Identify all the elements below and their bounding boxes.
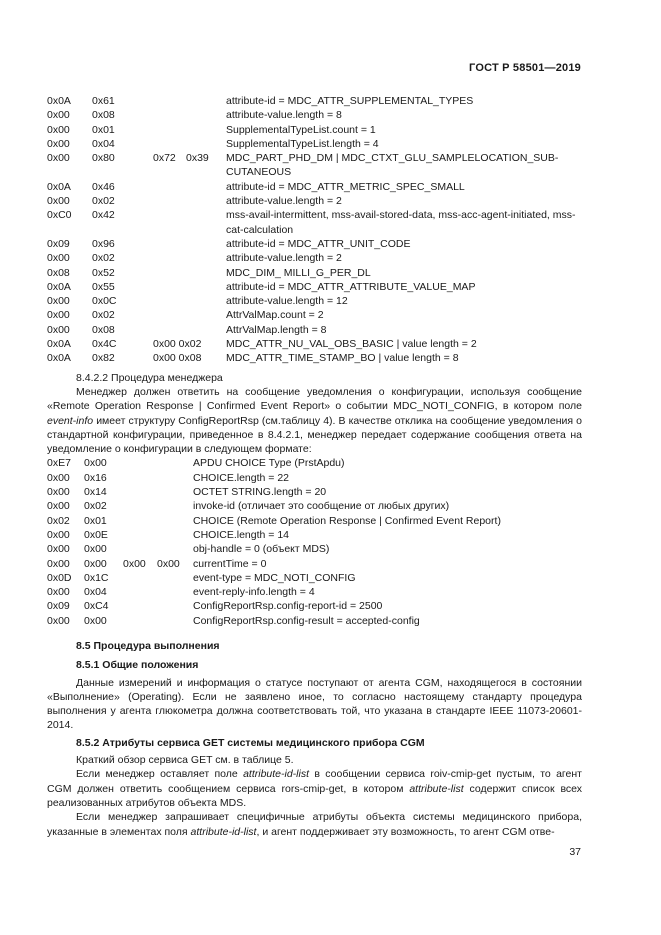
hex-byte-c2: 0x00 (84, 614, 107, 627)
hex-byte-c1: 0x00 (47, 109, 70, 122)
hex-byte-c2: 0x42 (92, 209, 115, 222)
hex-byte-c2: 0x96 (92, 237, 115, 250)
table-row (47, 108, 582, 122)
hex-byte-c2: 0x08 (92, 323, 115, 336)
hex-byte-c1: 0x00 (47, 500, 70, 513)
table-row (47, 614, 582, 628)
paragraph-text: , и агент поддерживает эту возможность, то агент CGM отве- (256, 825, 555, 838)
section-8-5-1-title: 8.5.1 Общие положения (76, 659, 199, 672)
section-8-5-2-title: 8.5.2 Атрибуты сервиса GET системы медицинского прибора CGM (76, 736, 425, 749)
field-name-italic: attribute-list (409, 782, 464, 795)
table-row (47, 351, 582, 365)
hex-byte-c4: 0x00 (157, 557, 180, 570)
hex-byte-c1: 0x02 (47, 514, 70, 527)
hex-byte-c2: 0x0E (84, 528, 108, 541)
hex-byte-c1: 0x00 (47, 323, 70, 336)
hex-byte-c1: 0x00 (47, 471, 70, 484)
hex-byte-c2: 0x02 (92, 195, 115, 208)
row-description: obj-handle = 0 (объект MDS) (193, 543, 330, 556)
row-description: MDC_ATTR_NU_VAL_OBS_BASIC | value length = 2 (226, 338, 477, 351)
row-description: event-reply-info.length = 4 (193, 586, 315, 599)
section-8-5-2-paragraph-1: Краткий обзор сервиса GET см. в таблице 5. (76, 754, 294, 767)
hex-byte-c2: 0x52 (92, 266, 115, 279)
row-description: MDC_PART_PHD_DM | MDC_CTXT_GLU_SAMPLELOCATION_SUB-CUTANEOUS (226, 152, 559, 179)
table-row (47, 499, 582, 513)
section-8-5-title: 8.5 Процедура выполнения (76, 639, 220, 652)
hex-byte-c1: 0x00 (47, 486, 70, 499)
hex-byte-c1: 0x00 (47, 137, 70, 150)
table-row (47, 294, 582, 308)
row-description: attribute-id = MDC_ATTR_ATTRIBUTE_VALUE_MAP (226, 280, 476, 293)
hex-byte-c2: 0x08 (92, 109, 115, 122)
row-description: MDC_ATTR_TIME_STAMP_BO | value length = 8 (226, 352, 459, 365)
section-8-5-2-paragraph-3 (47, 810, 582, 839)
hex-byte-c1: 0x00 (47, 614, 70, 627)
paragraph-text: в сообщении сервиса roiv-cmip-get пустым, то агент CGM должен ответить сообщением сервиса rors-cmip-get, в котором (47, 768, 582, 795)
hex-byte-c1: 0x08 (47, 266, 70, 279)
table-row (47, 123, 582, 137)
hex-byte-c1: 0x00 (47, 252, 70, 265)
hex-byte-c2: 0x61 (92, 95, 115, 107)
hex-byte-c1: 0x00 (47, 195, 70, 208)
paragraph-text: Менеджер должен ответить на сообщение уведомления о конфигурации, используя сообщение «Remote Operation Response | Confirmed Event Report» о событии MDC_NOTI_CONFIG, в котором поле (47, 385, 582, 413)
row-description: SupplementalTypeList.count = 1 (226, 123, 376, 136)
hex-byte-c1: 0x00 (47, 528, 70, 541)
hex-byte-c2: 0x00 (84, 557, 107, 570)
hex-byte-c1: 0x00 (47, 295, 70, 308)
row-description: AttrValMap.count = 2 (226, 309, 324, 322)
hex-byte-c2: 0x0C (92, 295, 117, 308)
paragraph-text: Если менеджер оставляет поле (76, 768, 244, 781)
table-row (47, 237, 582, 251)
row-description: SupplementalTypeList.length = 4 (226, 137, 379, 150)
table-row (47, 456, 582, 470)
hex-byte-c2: 0x1C (84, 571, 109, 584)
hex-byte-c2: 0x82 (92, 352, 115, 365)
hex-byte-c1: 0x09 (47, 600, 70, 613)
hex-byte-c2: 0x00 (84, 457, 107, 470)
row-description: currentTime = 0 (193, 557, 267, 570)
table-row (47, 137, 582, 151)
row-description: CHOICE.length = 14 (193, 528, 290, 541)
row-description: mss-avail-intermittent, mss-avail-stored-data, mss-acc-agent-initiated, mss-cat-calculation (226, 209, 576, 236)
table-row (47, 208, 582, 237)
section-8-5-2-paragraph-2 (47, 767, 582, 810)
hex-byte-c2: 0x02 (92, 252, 115, 265)
document-header: ГОСТ Р 58501—2019 (469, 62, 581, 74)
table-row (47, 471, 582, 485)
hex-byte-c1: 0x00 (47, 309, 70, 322)
hex-byte-c2: 0x55 (92, 280, 115, 293)
row-description: attribute-value.length = 12 (226, 295, 348, 308)
table-row (47, 599, 582, 613)
hex-byte-c2: 0xC4 (84, 600, 109, 613)
hex-byte-c4: 0x39 (186, 152, 209, 165)
table-row (47, 308, 582, 322)
hex-byte-c1: 0xE7 (47, 457, 71, 470)
hex-byte-c2: 0x00 (84, 543, 107, 556)
hex-byte-c1: 0x00 (47, 586, 70, 599)
hex-byte-c1: 0x0A (47, 338, 71, 351)
hex-byte-c3: 0x00 (123, 557, 146, 570)
table-row (47, 542, 582, 556)
hex-byte-c1: 0xC0 (47, 209, 72, 222)
field-name-italic: attribute-id-list (243, 768, 310, 781)
hex-byte-c1: 0x0D (47, 571, 72, 584)
table-row (47, 571, 582, 585)
row-description: CHOICE.length = 22 (193, 471, 290, 484)
hex-byte-c2: 0x02 (92, 309, 115, 322)
row-description: attribute-value.length = 2 (226, 252, 342, 265)
apdu-table-config-attributes (47, 94, 582, 366)
hex-byte-c3: 0x72 (153, 152, 176, 165)
table-row (47, 266, 582, 280)
row-description: attribute-id = MDC_ATTR_METRIC_SPEC_SMALL (226, 180, 465, 193)
hex-byte-c2: 0x14 (84, 486, 107, 499)
hex-byte-c2: 0x46 (92, 180, 115, 193)
hex-byte-c2: 0x02 (84, 500, 107, 513)
row-description: attribute-id = MDC_ATTR_SUPPLEMENTAL_TYPES (226, 95, 474, 107)
row-description: attribute-value.length = 2 (226, 195, 342, 208)
hex-byte-c1: 0x00 (47, 123, 70, 136)
row-description: AttrValMap.length = 8 (226, 323, 327, 336)
hex-byte-c2: 0x01 (84, 514, 107, 527)
table-row (47, 251, 582, 265)
table-row (47, 485, 582, 499)
hex-byte-c1: 0x00 (47, 557, 70, 570)
page-content (47, 94, 582, 839)
hex-byte-c1: 0x0A (47, 352, 71, 365)
row-description: event-type = MDC_NOTI_CONFIG (193, 571, 356, 584)
hex-byte-c3: 0x00 0x08 (153, 352, 202, 365)
paragraph-text: содержит список всех реализованных атрибутов объекта MDS. (47, 782, 583, 809)
hex-byte-c2: 0x04 (84, 586, 107, 599)
hex-byte-c1: 0x09 (47, 237, 70, 250)
row-description: ConfigReportRsp.config-result = accepted-config (193, 614, 420, 627)
hex-byte-c1: 0x00 (47, 152, 70, 165)
hex-byte-c2: 0x16 (84, 471, 107, 484)
table-row (47, 194, 582, 208)
table-row (47, 337, 582, 351)
page-number: 37 (569, 846, 581, 858)
hex-byte-c1: 0x00 (47, 543, 70, 556)
hex-byte-c1: 0x0A (47, 280, 71, 293)
field-name-italic: event-info (47, 414, 94, 427)
row-description: CHOICE (Remote Operation Response | Confirmed Event Report) (193, 514, 501, 527)
paragraph-text: Если менеджер запрашивает специфичные атрибуты объекта системы медицинского прибора, указанные в элементах поля (47, 811, 582, 838)
hex-byte-c3: 0x00 0x02 (153, 338, 202, 351)
field-name-italic: attribute-id-list (190, 825, 257, 838)
row-description: MDC_DIM_ MILLI_G_PER_DL (226, 266, 371, 279)
hex-byte-c2: 0x04 (92, 137, 115, 150)
table-row (47, 180, 582, 194)
hex-byte-c1: 0x0A (47, 95, 71, 107)
paragraph-text: имеет структуру ConfigReportRsp (см.таблицу 4). В качестве отклика на сообщение уведомления о стандартной конфигурации, приведенное в 8.4.2.1, менеджер передает содержание сообщения ответа на уведомление о конфигурации в следующем формате: (47, 414, 582, 456)
table-row (47, 280, 582, 294)
section-8-4-2-2-paragraph (47, 385, 582, 456)
row-description: invoke-id (отличает это сообщение от любых других) (193, 500, 450, 513)
apdu-table-config-response (47, 456, 582, 628)
section-8-4-2-2-title: 8.4.2.2 Процедура менеджера (76, 371, 223, 384)
table-row (47, 585, 582, 599)
row-description: OCTET STRING.length = 20 (193, 486, 327, 499)
hex-byte-c2: 0x4C (92, 338, 117, 351)
table-row (47, 323, 582, 337)
hex-byte-c2: 0x01 (92, 123, 115, 136)
table-row (47, 557, 582, 571)
hex-byte-c2: 0x80 (92, 152, 115, 165)
table-row (47, 514, 582, 528)
row-description: APDU CHOICE Type (PrstApdu) (193, 457, 345, 470)
row-description: attribute-value.length = 8 (226, 109, 342, 122)
table-row (47, 528, 582, 542)
table-row (47, 94, 582, 108)
hex-byte-c1: 0x0A (47, 180, 71, 193)
row-description: ConfigReportRsp.config-report-id = 2500 (193, 600, 383, 613)
table-row (47, 151, 582, 180)
section-8-5-1-paragraph: Данные измерений и информация о статусе поступают от агента CGM, находящегося в состоянии «Выполнение» (Operating). Если не заявлено иное, то согласно настоящему стандарту процедура выполнения у агента глюкометра должна соответствовать той, что указана в стандарте IEEE 11073-20601-2014. (47, 676, 582, 732)
row-description: attribute-id = MDC_ATTR_UNIT_CODE (226, 237, 411, 250)
